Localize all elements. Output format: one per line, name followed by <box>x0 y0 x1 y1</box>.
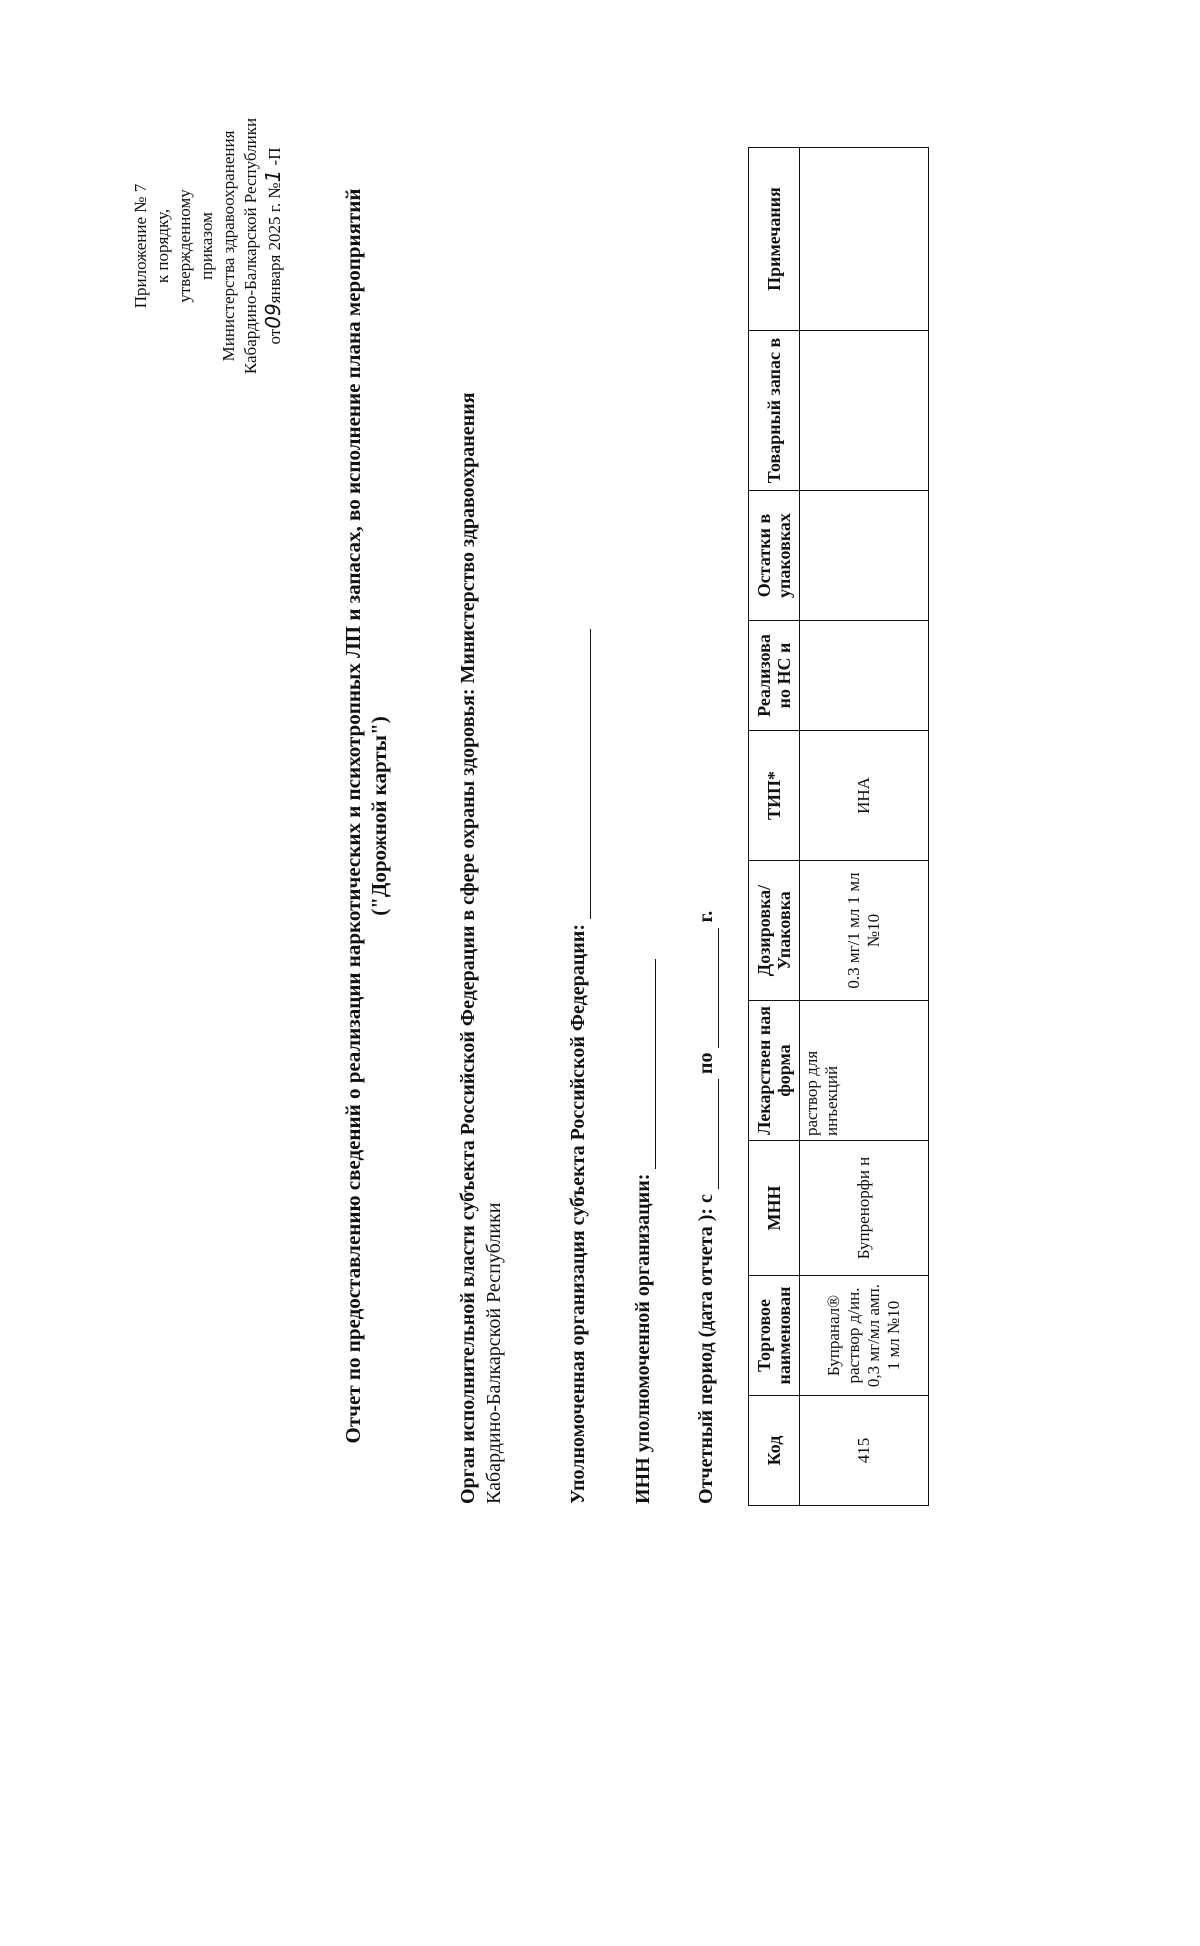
period-to-label: по <box>695 1052 717 1075</box>
header-cell: Торговое наименован <box>749 1276 800 1396</box>
appendix-line: Министерства здравоохранения <box>219 130 238 362</box>
appendix-line: к порядку, <box>153 208 172 284</box>
header-cell: Остатки в упаковках <box>749 491 800 621</box>
inn-label: ИНН уполномоченной организации: <box>632 1173 654 1504</box>
appendix-line: Кабардино-Балкарской Республики <box>241 117 260 375</box>
title-line-1: Отчет по предоставлению сведений о реализации наркотических и психотропных ЛП и запасах, во исполнение плана мероприятий <box>341 188 365 1444</box>
appendix-line: Приложение № 7 <box>131 183 150 309</box>
period-year-label: г. <box>695 910 717 923</box>
trade-name-cell: Бупранал® раствор д/ин. 0,3 мг/мл амп. 1 мл №10 <box>800 1276 929 1396</box>
table-row <box>800 148 929 1506</box>
handwritten-day: 09 <box>261 303 285 329</box>
notes-cell[interactable] <box>800 148 929 331</box>
sold-cell[interactable] <box>800 621 929 731</box>
type-cell: ИНА <box>800 731 929 861</box>
inn-cell: Бупренорфи н <box>800 1141 929 1276</box>
period-label: Отчетный период (дата отчета ): с <box>695 1194 717 1504</box>
title-line-2: ("Дорожной карты") <box>367 716 391 916</box>
order-date-line <box>262 46 286 446</box>
header-cell: ТИП* <box>749 731 800 861</box>
header-cell: Лекарствен ная форма <box>749 1001 800 1141</box>
period-from-blank[interactable] <box>700 1079 719 1189</box>
appendix-line: приказом <box>197 212 216 280</box>
inn-field <box>630 959 656 1504</box>
authorized-org-field <box>565 629 591 1504</box>
period-to-blank[interactable] <box>700 928 719 1048</box>
date-prefix: от <box>265 328 284 345</box>
stock-packs-cell[interactable] <box>800 491 929 621</box>
organ-value: Кабардино-Балкарской Республики <box>483 1202 505 1504</box>
appendix-line: утвержденному <box>175 189 194 303</box>
code-cell: 415 <box>800 1396 929 1506</box>
report-table <box>748 147 929 1506</box>
order-suffix: -П <box>265 147 284 170</box>
organ-field <box>455 204 507 1504</box>
organ-label: Орган исполнительной власти субъекта Российской Федерации в сфере охраны здоровья: Министерство здравоохранения <box>457 392 479 1504</box>
dosage-cell: 0.3 мг/1 мл 1 мл №10 <box>800 861 929 1001</box>
authorized-label: Уполномоченная организация субъекта Российской Федерации: <box>567 924 589 1504</box>
appendix-block <box>130 46 286 446</box>
period-field <box>693 911 719 1504</box>
header-cell: Реализова но НС и <box>749 621 800 731</box>
handwritten-order-number: 1 <box>261 169 285 183</box>
commodity-stock-cell[interactable] <box>800 331 929 491</box>
header-cell: Примечания <box>749 148 800 331</box>
report-title <box>340 116 392 1516</box>
table-header-row <box>749 148 800 1506</box>
header-cell: Дозировка/ Упаковка <box>749 861 800 1001</box>
inn-blank[interactable] <box>637 959 656 1169</box>
header-cell: Товарный запас в <box>749 331 800 491</box>
header-cell: МНН <box>749 1141 800 1276</box>
header-cell: Код <box>749 1396 800 1506</box>
form-cell: раствор для инъекций <box>800 1001 929 1141</box>
authorized-blank[interactable] <box>572 629 591 919</box>
date-rest: января 2025 г. № <box>265 182 284 304</box>
